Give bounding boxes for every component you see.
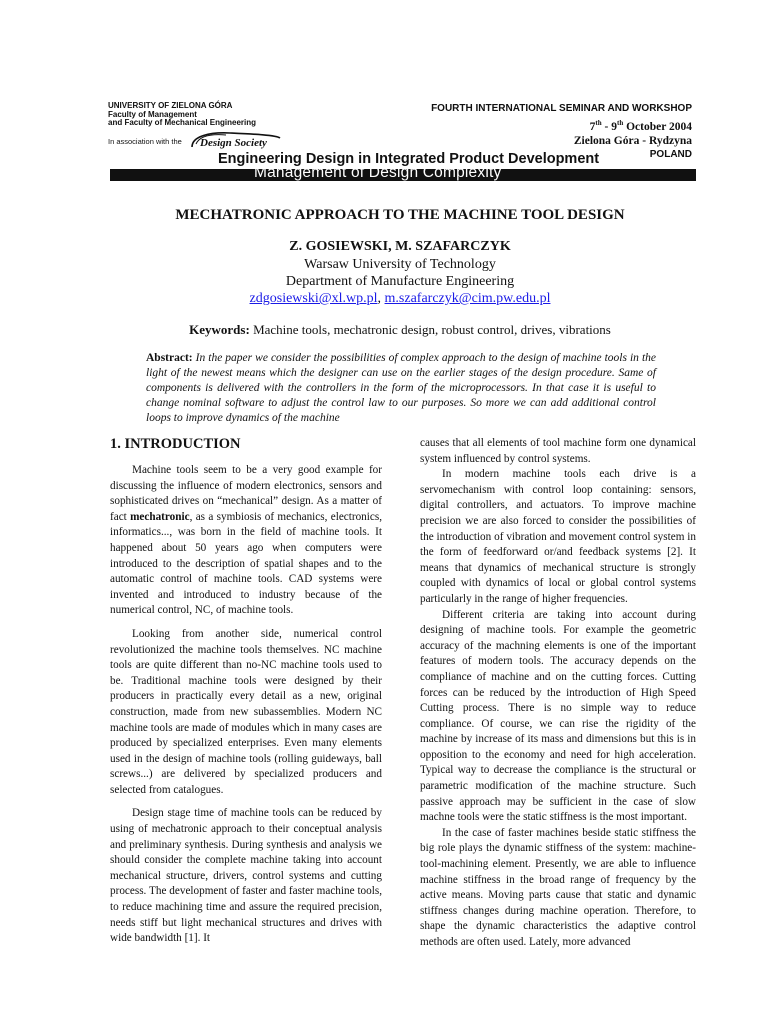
- paragraph: In modern machine tools each drive is a servomechanism with control loop containing: sensors, digital controllers, and actuators. To improve machine precision we are also forced to consider the possibilities of the introduction of vibration and movement control system in the form of feedforward or/and feedback systems [2]. It means that dynamics of mechanical structure is strongly coupled with dynamics of local or global control systems particularly in the range of higher frequencies.: [420, 468, 696, 605]
- keywords-label: Keywords:: [189, 322, 250, 337]
- seminar-title: FOURTH INTERNATIONAL SEMINAR AND WORKSHOP: [431, 103, 692, 114]
- keywords: [0, 322, 768, 338]
- seminar-place: Zielona Góra - Rydzyna: [573, 134, 692, 147]
- left-column: [110, 463, 382, 947]
- association-text: In association with the: [108, 137, 182, 146]
- paragraph: In the case of faster machines beside static stiffness the big role plays the dynamic stiffness of the system: machine-tool-machining element. Presently, we are able to influence machine stiffness in the broad range of frequency by the active means. Moving parts cause that static and dynamic stiffness changes during machine operation. Therefore, to shape the dynamic characteristics the adaptive control methods are often used. Lately, more advanced: [420, 826, 696, 948]
- design-society-logo-text: Design Society: [200, 137, 267, 149]
- paragraph: Looking from another side, numerical control revolutionized the machine tools themselves. NC machine tools are quite different than no-NC machine tools used to be. Traditional machine tools were designed by their producers in practically every detail as a new, original construction, made from new subassemblies. Modern NC machine tools are made of modules which in many cases are produced by specialized enterprises. Even many elements used in the design of machine tools (rolling guideways, ball screws...) are delivered by specialized producers and selected from catalogues.: [110, 627, 382, 796]
- university-name: UNIVERSITY OF ZIELONA GÓRA: [108, 101, 233, 110]
- seminar-country: POLAND: [649, 148, 692, 160]
- conference-title: Engineering Design in Integrated Product Development: [218, 151, 600, 167]
- faculty-line-1: Faculty of Management: [108, 109, 197, 119]
- faculty-line-2: and Faculty of Mechanical Engineering: [108, 118, 257, 127]
- conference-subtitle: Management of Design Complexity: [254, 164, 502, 181]
- email-link-2[interactable]: m.szafarczyk@cim.pw.edu.pl: [384, 291, 551, 306]
- email-link-1[interactable]: zdgosiewski@xl.wp.pl: [249, 291, 378, 306]
- section-heading-introduction: 1. INTRODUCTION: [110, 436, 241, 452]
- abstract-label: Abstract:: [146, 352, 193, 364]
- right-column: [420, 436, 696, 951]
- paragraph: causes that all elements of tool machine form one dynamical system influenced by control systems.: [420, 437, 696, 465]
- paper-title: MECHATRONIC APPROACH TO THE MACHINE TOOL DESIGN: [175, 207, 625, 223]
- paragraph: Different criteria are taking into account during designing of machine tools. For example the geometric accuracy of the machning elements is one of the important features of modern tools. The accuracy depends on the compliance of machine and on the cutting forces. Cutting forces can be reduced by the introduction of High Speed Cutting process. There is no simple way to reduce compliance. Of course, we can rise the rigidity of the machine by increase of its mass and dimensions but this is in opposition to the economy and need for high acceleration. Typical way to decrease the compliance is the structural or parametric modification of the machine structure. Such passive approach may be sufficient in the case of slow machne tools were the static stiffness is the most important.: [420, 608, 696, 824]
- paragraph: Machine tools seem to be a very good example for discussing the influence of modern electronics, sensors and sophisticated drives on “mechanical” design. As a matter of fact mechatronic, as a symbiosis of mechanics, electronics, informatics..., was born in the field of machine tools. It happened about 50 years ago when computers were introduced to the description of spatial shapes and to the automatic control of machine tools. CAD systems were invented and introduced to industry because of the numerical control, NC, of machine tools.: [110, 464, 382, 617]
- affiliation-department: Department of Manufacture Engineering: [285, 274, 515, 289]
- design-society-logo: [190, 130, 282, 152]
- abstract: [146, 351, 656, 426]
- university-block: [108, 102, 256, 128]
- author-emails: zdgosiewski@xl.wp.pl, m.szafarczyk@cim.pw.edu.pl: [249, 291, 551, 306]
- seminar-date: 7th - 9th October 2004: [589, 119, 692, 133]
- keywords-list: Machine tools, mechatronic design, robust control, drives, vibrations: [249, 322, 611, 337]
- paragraph: Design stage time of machine tools can be reduced by using of mechatronic approach to their conceptual analysis and preliminary synthesis. During synthesis and analysis we should consider the complete machine taking into account mechanical structure, drivers, control systems and cutting process. The development of faster and faster machine tools, to reduce machining time and assure the required precision, needs stiff but light mechanical structures and drives with wide bandwidth [1]. It: [110, 807, 382, 945]
- abstract-text: In the paper we consider the possibilities of complex approach to the design of machine tools in the light of the newest means which the designer can use on the earlier stages of the design procedure. Same of components is delivered with the controllers in the form of the microprocessors. In that case it is useful to change nominal software to adjust the control law to our purposes. So more we can add additional control loops to improve dynamics of the machine: [146, 352, 656, 424]
- authors: Z. GOSIEWSKI, M. SZAFARCZYK: [289, 239, 511, 254]
- affiliation-university: Warsaw University of Technology: [304, 257, 496, 272]
